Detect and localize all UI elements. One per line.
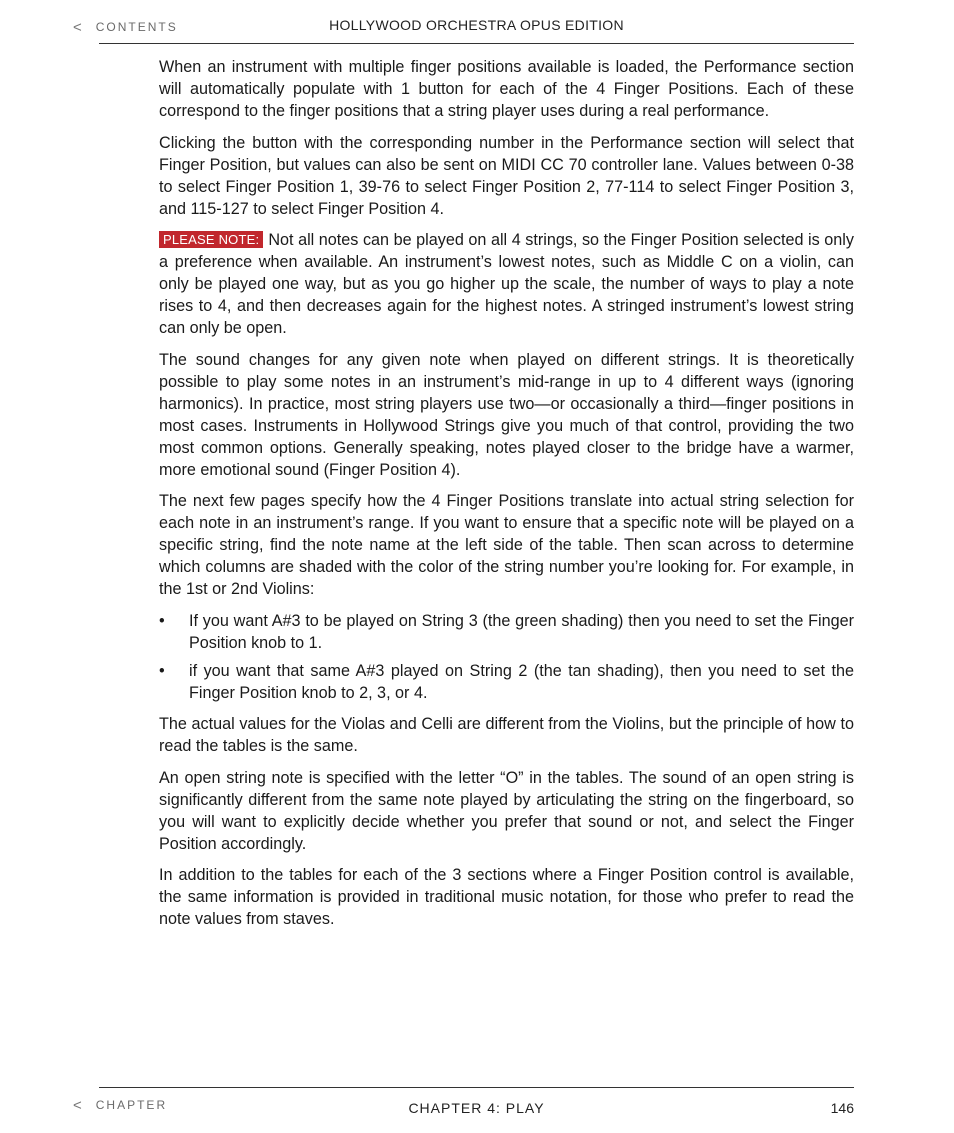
paragraph-5: The next few pages specify how the 4 Finger Positions translate into actual string selection for each note in an instrument’s range. If you want to ensure that a specific note will be played on a specific string, find the note name at the left side of the table. Then scan across to determine which columns are shaded with the color of the string number you’re looking for. For example, in the 1st or 2nd Violins: [159, 492, 854, 598]
paragraph-8: In addition to the tables for each of the 3 sections where a Finger Position control is available, the same information is provided in traditional music notation, for those who prefer to read the note values from staves. [159, 866, 854, 928]
chevron-left-icon: < [73, 1096, 82, 1114]
paragraph-1: When an instrument with multiple finger positions available is loaded, the Performance section will automatically populate with 1 button for each of the 4 Finger Positions. Each of these correspond to the finger positions that a string player uses during a real performance. [159, 58, 854, 120]
contents-link-label: CONTENTS [95, 20, 178, 34]
header-divider [99, 43, 854, 44]
paragraph-2: Clicking the button with the corresponding number in the Performance section will select that Finger Position, but values can also be sent on MIDI CC 70 controller lane. Values between 0-38 to select Finger Position 1, 39-76 to select Finger Position 2, 77-114 to select Finger Position 3, and 115-127 to select Finger Position 4. [159, 133, 854, 218]
list-item [159, 610, 854, 654]
footer-divider [99, 1087, 854, 1088]
chapter-link-label: CHAPTER [95, 1098, 168, 1112]
paragraph-6: The actual values for the Violas and Celli are different from the Violins, but the principle of how to read the tables is the same. [159, 715, 854, 755]
page-body [159, 56, 854, 940]
list-item [159, 660, 854, 704]
paragraph-3 [159, 229, 854, 339]
list-item-text: If you want A#3 to be played on String 3 (the green shading) then you need to set the Finger Position knob to 1. [189, 611, 854, 652]
paragraph-7: An open string note is specified with the letter “O” in the tables. The sound of an open string is significantly different from the same note played by articulating the string on the fingerboard, so you will want to explicitly decide whether you prefer that sound or not, and select the Finger Position accordingly. [159, 768, 854, 853]
bullet-icon: • [159, 611, 165, 630]
please-note-badge: PLEASE NOTE: [159, 231, 263, 248]
document-title: HOLLYWOOD ORCHESTRA OPUS EDITION [329, 17, 624, 33]
list-item-text: if you want that same A#3 played on String 2 (the tan shading), then you need to set the Finger Position knob to 2, 3, or 4. [189, 661, 854, 702]
chapter-title: CHAPTER 4: PLAY [408, 1100, 545, 1116]
paragraph-3-text: Not all notes can be played on all 4 strings, so the Finger Position selected is only a preference when available. An instrument’s lowest notes, such as Middle C on a violin, can only be played one way, but as you go higher up the scale, the number of ways to play a note rises to 4, and then decreases again for the highest notes. A stringed instrument’s lowest string can only be open. [159, 231, 854, 337]
bullet-list [159, 610, 854, 704]
chevron-left-icon: < [73, 18, 82, 36]
page-number: 146 [830, 1100, 854, 1116]
bullet-icon: • [159, 661, 165, 680]
paragraph-4: The sound changes for any given note when played on different strings. It is theoretically possible to play some notes in an instrument’s mid-range in up to 4 different ways (ignoring harmonics). In practice, most string players use two—or occasionally a third—finger positions in most cases. Instruments in Hollywood Strings give you much of that control, providing the two most common options. Generally speaking, notes played closer to the bridge have a warmer, more emotional sound (Finger Position 4). [159, 350, 854, 479]
